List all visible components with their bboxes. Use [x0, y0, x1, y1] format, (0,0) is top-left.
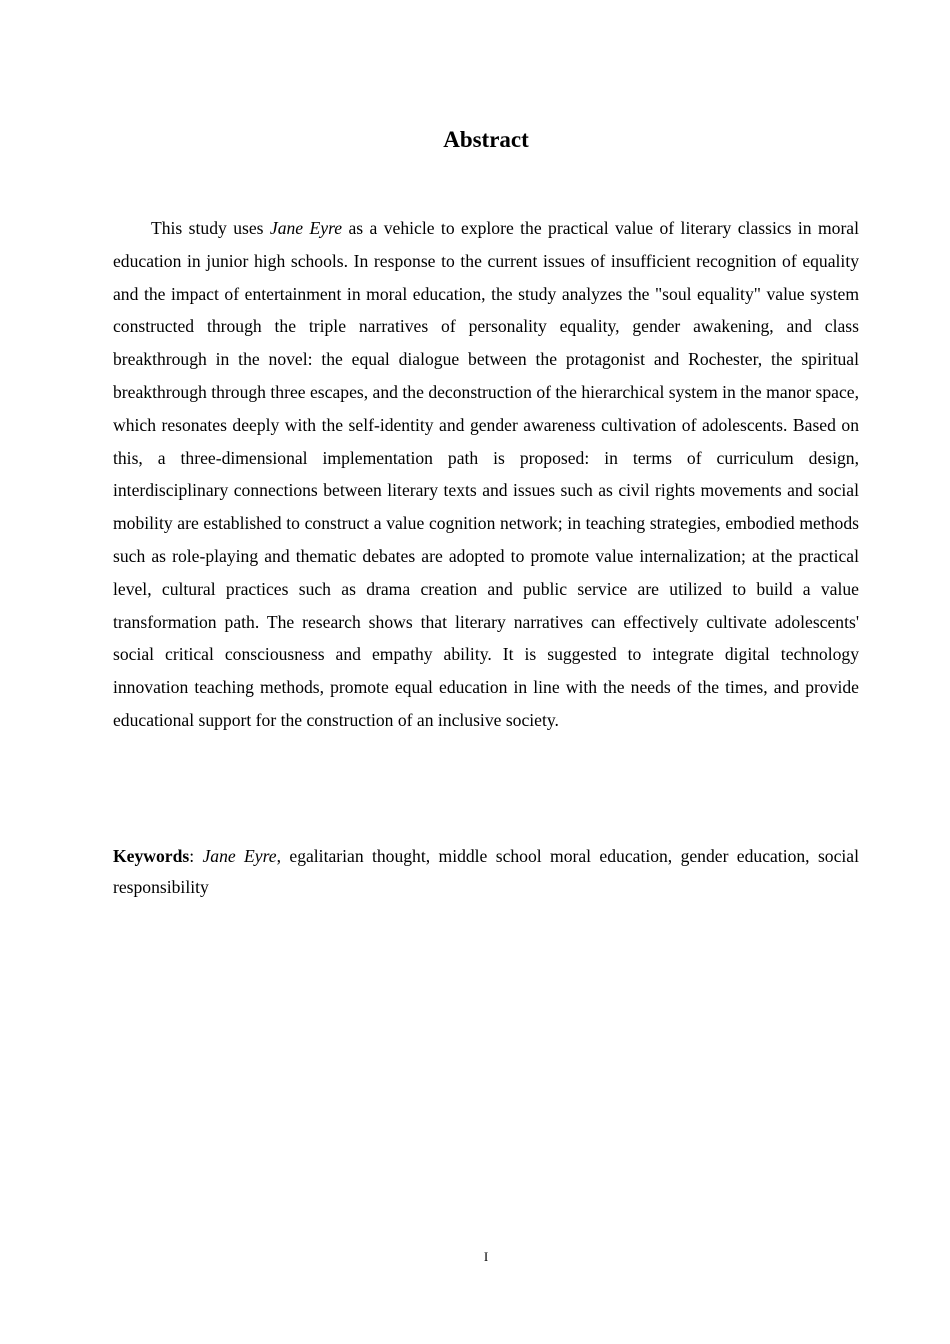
page-title: Abstract — [443, 127, 529, 152]
keyword-novel-title: Jane Eyre — [202, 846, 277, 866]
keywords-paragraph — [113, 841, 859, 903]
keywords-separator: : — [189, 846, 203, 866]
abstract-paragraph — [113, 212, 859, 737]
page-number: I — [483, 1249, 489, 1264]
abstract-text-main: as a vehicle to explore the practical value of literary classics in moral education in junior high schools. In response to the current issues of insufficient recognition of equality and the impact of entertainment in moral education, the study analyzes the "soul equality" value system constructed through the triple narratives of personality equality, gender awakening, and class breakthrough in the novel: the equal dialogue between the protagonist and Rochester, the spiritual breakthrough through three escapes, and the deconstruction of the hierarchical system in the manor space, which resonates deeply with the self-identity and gender awareness cultivation of adolescents. Based on this, a three-dimensional implementation path is proposed: in terms of curriculum design, interdisciplinary connections between literary texts and issues such as civil rights movements and social mobility are established to construct a value cognition network; in teaching strategies, embodied methods such as role-playing and thematic debates are adopted to promote value internalization; at the practical level, cultural practices such as drama creation and public service are utilized to build a value transformation path. The research shows that literary narratives can effectively cultivate adolescents' social critical consciousness and empathy ability. It is suggested to integrate digital technology innovation teaching methods, promote equal education in line with the needs of the times, and provide educational support for the construction of an inclusive society. — [113, 218, 860, 730]
abstract-text-intro: This study uses — [151, 218, 270, 238]
novel-title-reference: Jane Eyre — [269, 218, 343, 238]
keywords-list: , egalitarian thought, middle school moral education, gender education, social responsibility — [113, 846, 859, 897]
keywords-label: Keywords — [113, 846, 190, 866]
